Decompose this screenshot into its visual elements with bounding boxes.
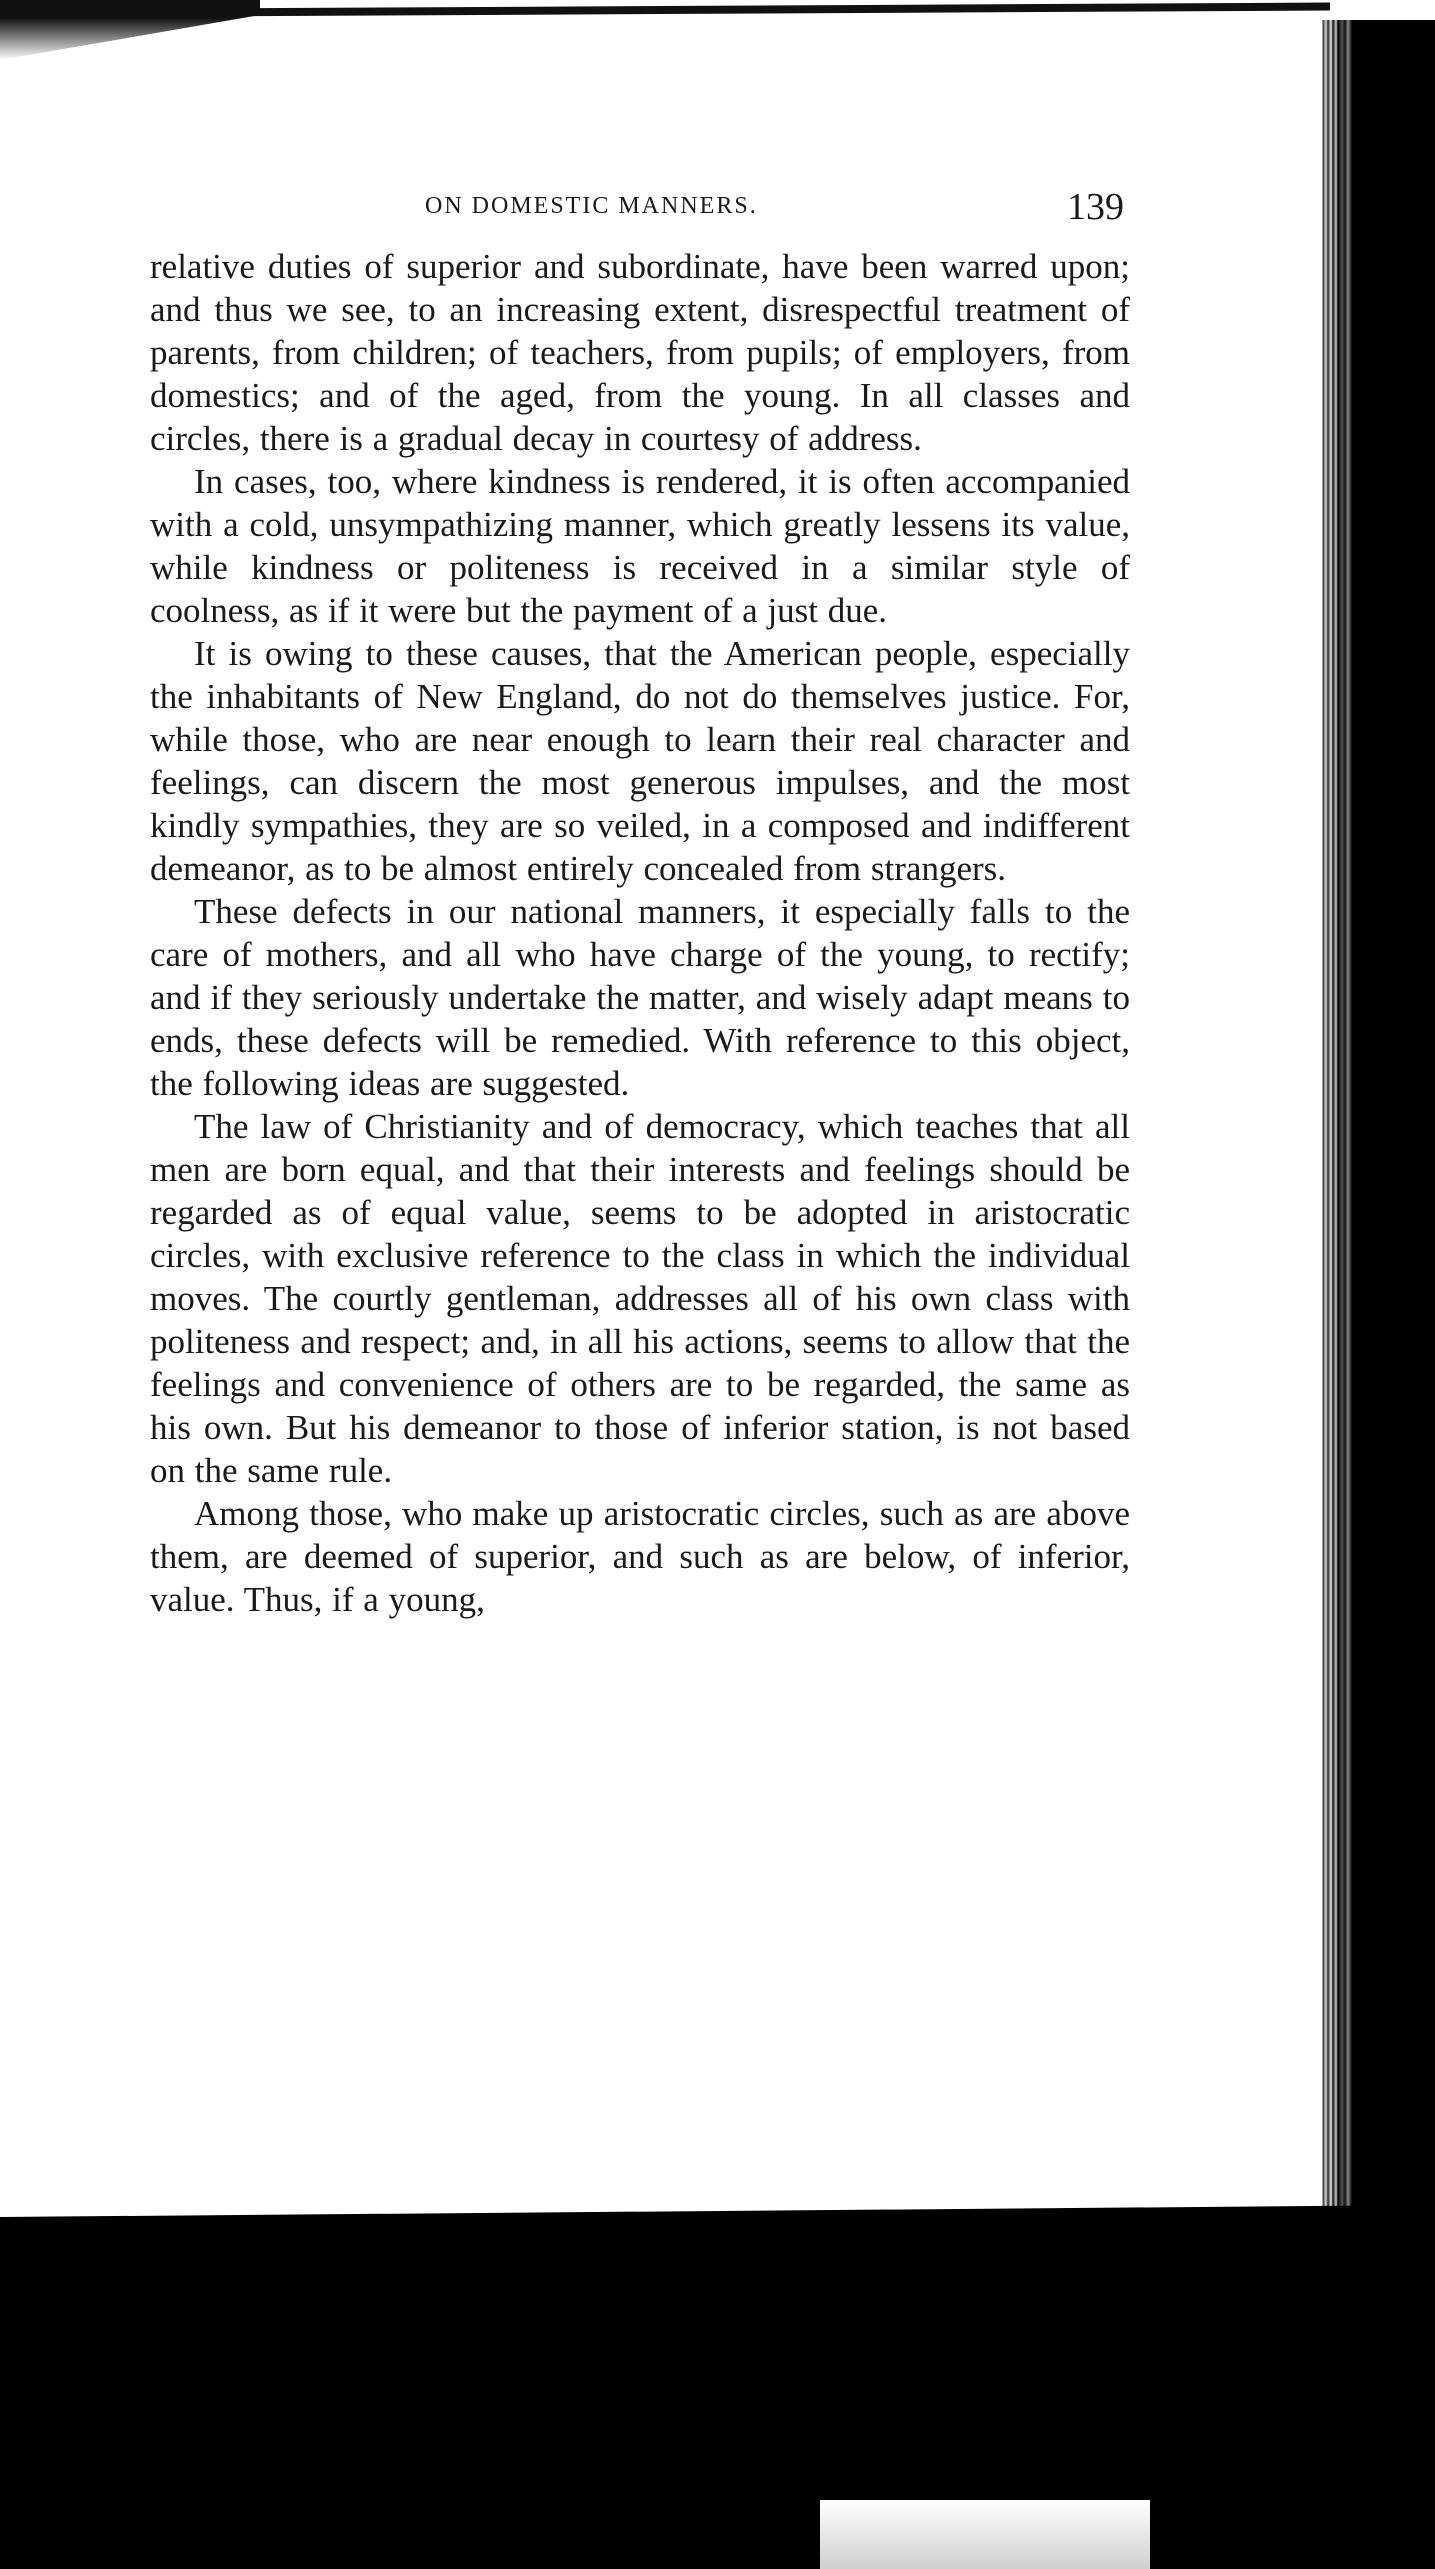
body-text xyxy=(150,245,1130,1621)
running-head xyxy=(150,185,1130,245)
paragraph-2: In cases, too, where kindness is rendered, it is often accompanied with a cold, unsympathizing manner, which greatly lessens its value, while kindness or politeness is received in a similar style of coolness, as if it were but the payment of a just due. xyxy=(150,462,1130,630)
scan-bottom-shadow xyxy=(0,2205,1435,2569)
running-title: ON DOMESTIC MANNERS. xyxy=(425,193,758,219)
paragraph-3: It is owing to these causes, that the American people, especially the inhabitants of New England, do not do themselves justice. For, while those, who are near enough to learn their real character and feelings, can discern the most generous impulses, and the most kindly sympathies, they are so veiled, in a composed and indifferent demeanor, as to be almost entirely concealed from strangers. xyxy=(150,634,1130,888)
book-fore-edge xyxy=(1318,20,1435,2220)
page-number: 139 xyxy=(1067,186,1124,228)
paragraph-1: relative duties of superior and subordinate, have been warred upon; and thus we see, to an increasing extent, disrespectful treatment of parents, from children; of teachers, from pupils; of employers, from domestics; and of the aged, from the young. In all classes and circles, there is a gradual decay in courtesy of address. xyxy=(150,247,1130,458)
paragraph-5: The law of Christianity and of democracy, which teaches that all men are born equal, and that their interests and feelings should be regarded as of equal value, seems to be adopted in aristocratic circles, with exclusive reference to the class in which the individual moves. The courtly gentleman, addresses all of his own class with politeness and respect; and, in all his actions, seems to allow that the feelings and convenience of others are to be regarded, the same as his own. But his demeanor to those of inferior station, is not based on the same rule. xyxy=(150,1107,1130,1490)
paragraph-6: Among those, who make up aristocratic circles, such as are above them, are deemed of superior, and such as are below, of inferior, value. Thus, if a young, xyxy=(150,1494,1130,1619)
page-top-edge xyxy=(0,0,1340,30)
paragraph-4: These defects in our national manners, it especially falls to the care of mothers, and all who have charge of the young, to rectify; and if they seriously undertake the matter, and wisely adapt means to ends, these defects will be remedied. With reference to this object, the following ideas are suggested. xyxy=(150,892,1130,1103)
scan-paper-scrap xyxy=(820,2500,1150,2569)
book-page xyxy=(150,185,1130,1621)
